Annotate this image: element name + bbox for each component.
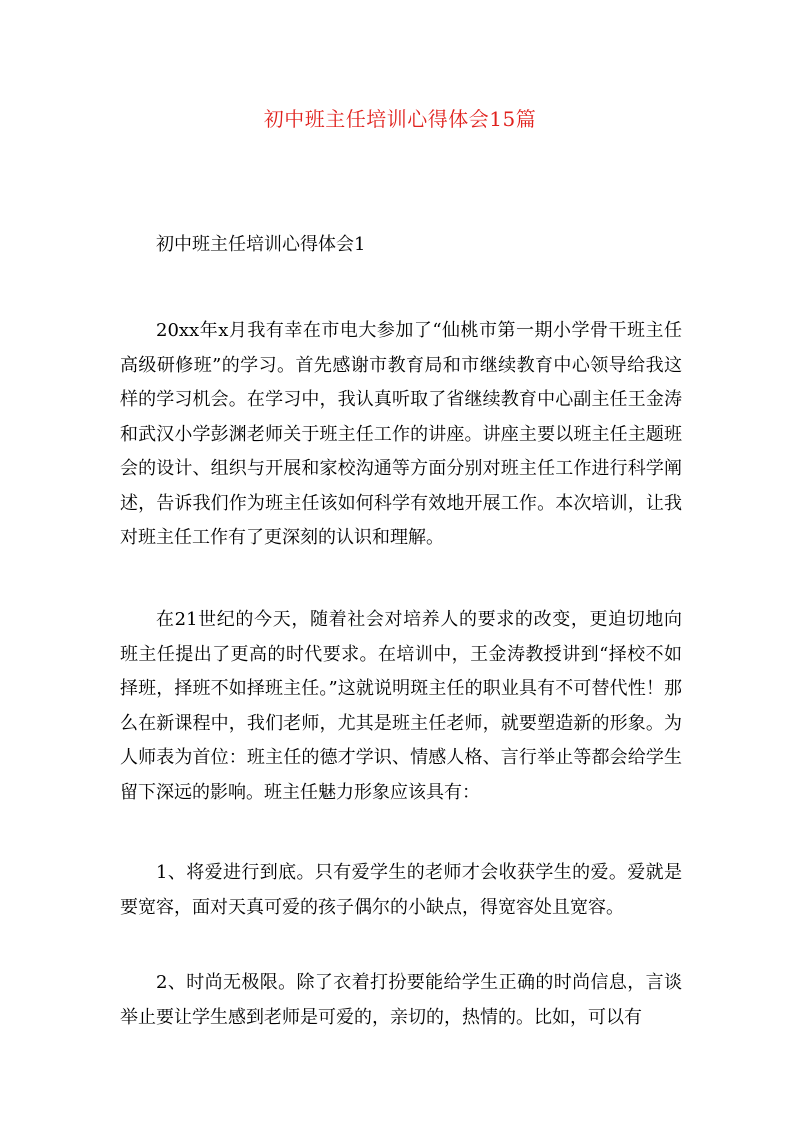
body-text-list-1 [120, 856, 682, 925]
paragraph-2: 在21世纪的今天，随着社会对培养人的要求的改变，更迫切地向班主任提出了更高的时代要求。在培训中，王金涛教授讲到“择校不如择班，择班不如择班主任。”这就说明斑主任的职业具有不可替代性！那么在新课程中，我们老师，尤其是班主任老师，就要塑造新的形象。为人师表为首位：班主任的德才学识、情感人格、言行举止等都会给学生留下深远的影响。班主任魅力形象应该具有： [120, 609, 682, 803]
document-title: 初中班主任培训心得体会15篇 [263, 107, 537, 131]
paragraph-4: 2、时尚无极限。除了衣着打扮要能给学生正确的时尚信息，言谈举止要让学生感到老师是可爱的，亲切的，热情的。比如，可以有 [120, 972, 682, 1028]
body-text [120, 314, 682, 556]
body-text-continued [120, 603, 682, 810]
body-text-list-2 [120, 966, 682, 1035]
paragraph-1: 20xx年x月我有幸在市电大参加了“仙桃市第一期小学骨干班主任高级研修班”的学习。首先感谢市教育局和市继续教育中心领导给我这样的学习机会。在学习中，我认真听取了省继续教育中心副主任王金涛和武汉小学彭渊老师关于班主任工作的讲座。讲座主要以班主任主题班会的设计、组织与开展和家校沟通等方面分别对班主任工作进行科学阐述，告诉我们作为班主任该如何科学有效地开展工作。本次培训，让我对班主任工作有了更深刻的认识和理解。 [120, 320, 682, 548]
paragraph-3: 1、将爱进行到底。只有爱学生的老师才会收获学生的爱。爱就是要宽容，面对天真可爱的孩子偶尔的小缺点，得宽容处且宽容。 [120, 862, 682, 918]
section-heading: 初中班主任培训心得体会1 [156, 234, 366, 255]
